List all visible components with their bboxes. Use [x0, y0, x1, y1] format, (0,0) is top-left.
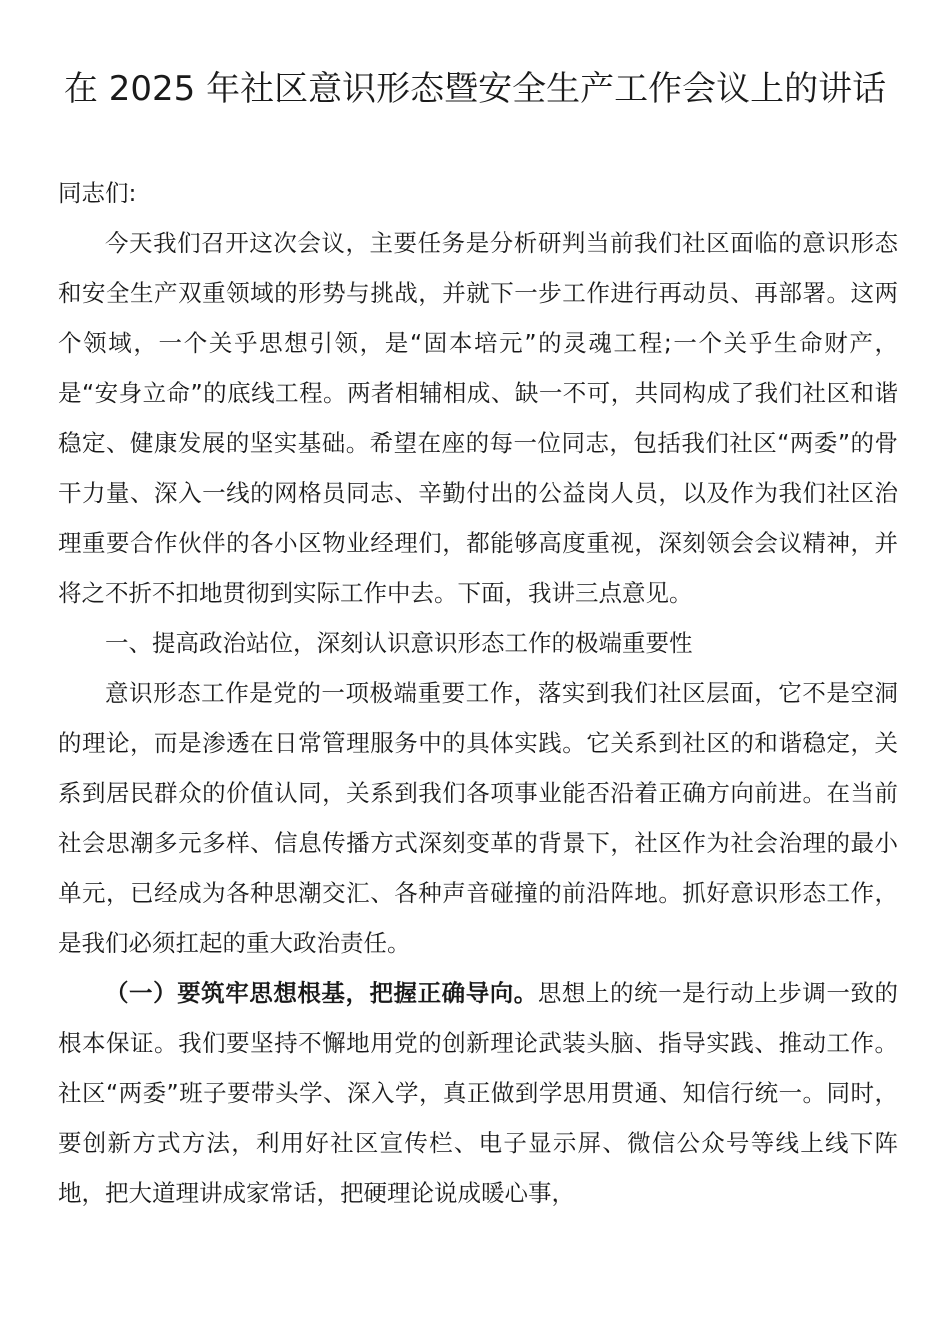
- subsection-1-text: 思想上的统一是行动上步调一致的根本保证。我们要坚持不懈地用党的创新理论武装头脑、指导实践、推动工作。社区“两委”班子要带头学、深入学，真正做到学思用贯通、知信行统一。同时，要创新方式方法，利用好社区宣传栏、电子显示屏、微信公众号等线上线下阵地，把大道理讲成家常话，把硬理论说成暖心事，: [58, 979, 898, 1207]
- document-title: 在 2025 年社区意识形态暨安全生产工作会议上的讲话: [63, 69, 887, 109]
- intro-paragraph: 今天我们召开这次会议，主要任务是分析研判当前我们社区面临的意识形态和安全生产双重领域的形势与挑战，并就下一步工作进行再动员、再部署。这两个领域，一个关乎思想引领，是“固本培元”的灵魂工程;一个关乎生命财产，是“安身立命”的底线工程。两者相辅相成、缺一不可，共同构成了我们社区和谐稳定、健康发展的坚实基础。希望在座的每一位同志，包括我们社区“两委”的骨干力量、深入一线的网格员同志、辛勤付出的公益岗人员，以及作为我们社区治理重要合作伙伴的各小区物业经理们，都能够高度重视，深刻领会会议精神，并将之不折不扣地贯彻到实际工作中去。下面，我讲三点意见。: [58, 229, 898, 607]
- section-1-heading: 一、提高政治站位，深刻认识意识形态工作的极端重要性: [105, 629, 693, 657]
- subsection-1-heading: （一）要筑牢思想根基，把握正确导向。: [105, 979, 538, 1007]
- section-1-paragraph: 意识形态工作是党的一项极端重要工作，落实到我们社区层面，它不是空洞的理论，而是渗透在日常管理服务中的具体实践。它关系到社区的和谐稳定，关系到居民群众的价值认同，关系到我们各项事业能否沿着正确方向前进。在当前社会思潮多元多样、信息传播方式深刻变革的背景下，社区作为社会治理的最小单元，已经成为各种思潮交汇、各种声音碰撞的前沿阵地。抓好意识形态工作，是我们必须扛起的重大政治责任。: [58, 679, 898, 957]
- subsection-1-paragraph: [58, 968, 898, 1218]
- salutation: 同志们:: [58, 179, 137, 207]
- document-body: [58, 168, 898, 1218]
